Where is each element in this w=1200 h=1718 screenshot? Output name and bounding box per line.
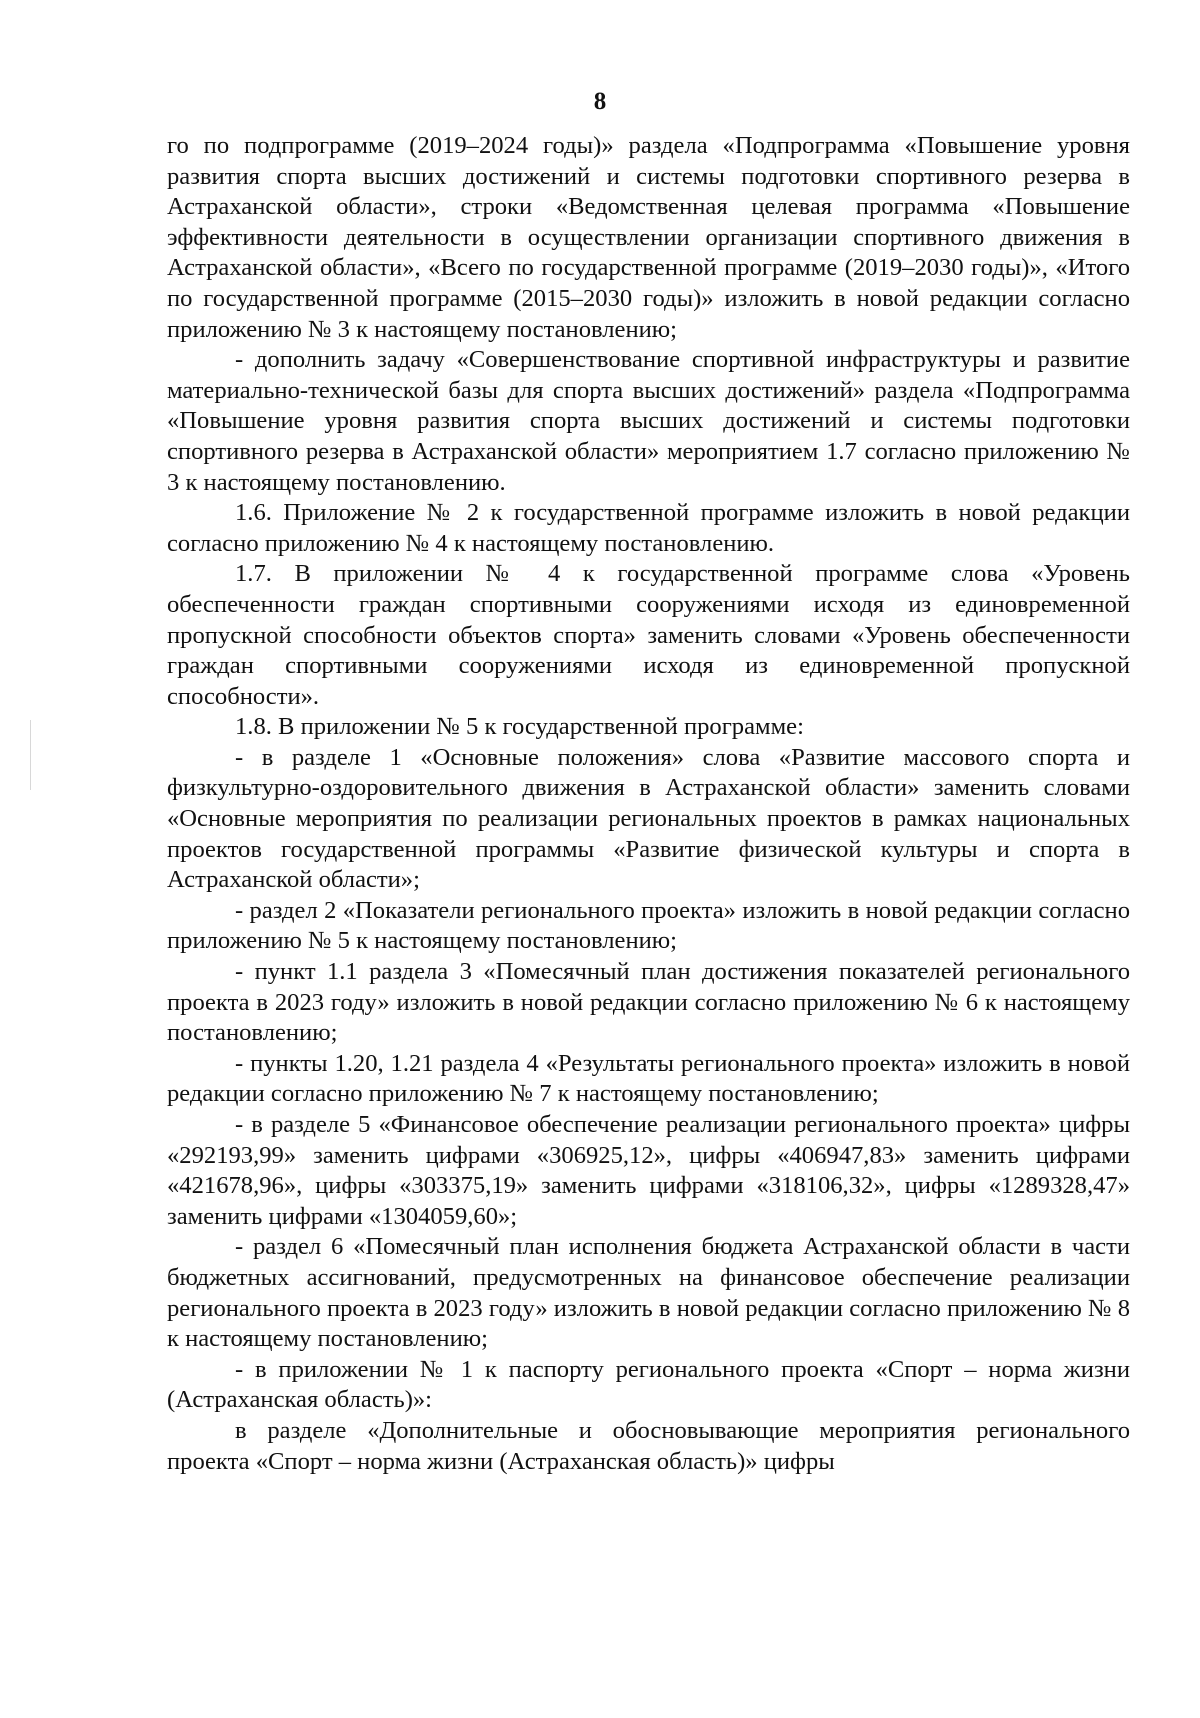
paragraph-section-6: - раздел 6 «Помесячный план исполнения бюджета Астраханской области в части бюджетных ассигнований, предусмотренных на финансовое обеспечение реализации регионального проекта в 2023 году» изложить в новой редакции согласно приложению № 8 к настоящему постановлению; (167, 1233, 1130, 1353)
paragraph-section-3: - пункт 1.1 раздела 3 «Помесячный план достижения показателей регионального проекта в 2023 году» изложить в новой редакции согласно приложению № 6 к настоящему постановлению; (167, 958, 1130, 1047)
paragraph-1-7: 1.7. В приложении № 4 к государственной программе слова «Уровень обеспеченности граждан спортивными сооружениями исходя из единовременной пропускной способности объектов спорта» заменить словами «Уровень обеспеченности граждан спортивными сооружениями исходя из единовременной пропускной способности». (167, 560, 1130, 710)
paragraph-1-8: 1.8. В приложении № 5 к государственной программе: (235, 713, 804, 741)
paragraph-section-5: - в разделе 5 «Финансовое обеспечение реализации регионального проекта» цифры «292193,99» заменить цифрами «306925,12», цифры «406947,83» заменить цифрами «421678,96», цифры «303375,19» заменить цифрами «318106,32», цифры «1289328,47» заменить цифрами «1304059,60»; (167, 1111, 1130, 1230)
paragraph-section-1: - в разделе 1 «Основные положения» слова «Развитие массового спорта и физкультурно-оздоровительного движения в Астраханской области» заменить словами «Основные мероприятия по реализации региональных проектов в рамках национальных проектов государственной программы «Развитие физической культуры и спорта в Астраханской области»; (167, 743, 1130, 894)
paragraph-continuation: го по подпрограмме (2019–2024 годы)» раздела «Подпрограмма «Повышение уровня развития спорта высших достижений и системы подготовки спортивного резерва в Астраханской области», строки «Ведомственная целевая программа «Повышение эффективности деятельности в осуществлении организации спортивного движения в Астраханской области», «Всего по государственной программе (2019–2030 годы)», «Итого по государственной программе (2015–2030 годы)» изложить в новой редакции согласно приложению № 3 к настоящему постановлению; (167, 132, 1130, 343)
page-number: 8 (593, 88, 607, 115)
paragraph-section-2: - раздел 2 «Показатели регионального проекта» изложить в новой редакции согласно приложению № 5 к настоящему постановлению; (167, 896, 1130, 955)
scan-artifact (30, 720, 31, 790)
document-body (167, 131, 1130, 1477)
paragraph-additional-measures: в разделе «Дополнительные и обосновывающие мероприятия регионального проекта «Спорт – норма жизни (Астраханская область)» цифры (167, 1416, 1130, 1475)
paragraph-1-6: 1.6. Приложение № 2 к государственной программе изложить в новой редакции согласно приложению № 4 к настоящему постановлению. (167, 499, 1130, 557)
paragraph-add-task: - дополнить задачу «Совершенствование спортивной инфраструктуры и развитие материально-технической базы для спорта высших достижений» раздела «Подпрограмма «Повышение уровня развития спорта высших достижений и системы подготовки спортивного резерва в Астраханской области» мероприятием 1.7 согласно приложению № 3 к настоящему постановлению. (167, 346, 1130, 496)
paragraph-section-4: - пункты 1.20, 1.21 раздела 4 «Результаты регионального проекта» изложить в новой редакции согласно приложению № 7 к настоящему постановлению; (167, 1049, 1130, 1108)
paragraph-appendix-1: - в приложении № 1 к паспорту регионального проекта «Спорт – норма жизни (Астраханская область)»: (167, 1355, 1130, 1414)
